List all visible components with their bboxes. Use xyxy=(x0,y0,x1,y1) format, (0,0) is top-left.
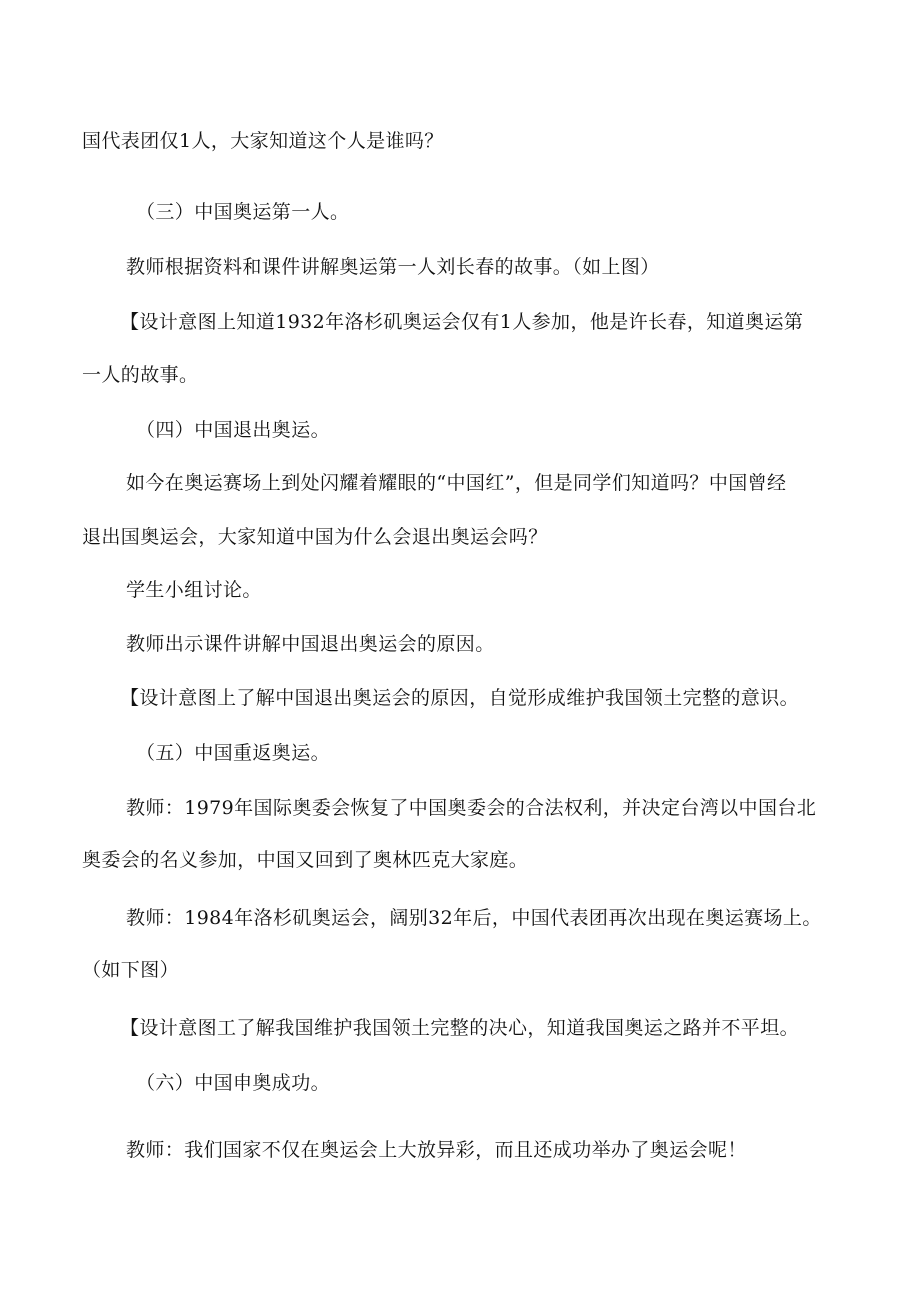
paragraph-line: 教师：1979年国际奥委会恢复了中国奥委会的合法权利，并决定台湾以中国台北 xyxy=(126,797,817,819)
paragraph-line: （如下图） xyxy=(82,959,180,981)
paragraph-line: 奥委会的名义参加，中国又回到了奥林匹克大家庭。 xyxy=(82,849,529,871)
section-heading: （四）中国退出奥运。 xyxy=(136,419,331,441)
section-heading: （六）中国申奥成功。 xyxy=(136,1072,331,1094)
design-intent-line: 【设计意图上了解中国退出奥运会的原因，自觉形成维护我国领土完整的意识。 xyxy=(120,687,800,709)
paragraph-line: 教师出示课件讲解中国退出奥运会的原因。 xyxy=(126,633,495,655)
paragraph-line: 退出国奥运会，大家知道中国为什么会退出奥运会吗？ xyxy=(82,526,548,548)
paragraph-line: 国代表团仅1人，大家知道这个人是谁吗？ xyxy=(82,130,444,152)
design-intent-line: 【设计意图上知道1932年洛杉矶奥运会仅有1人参加，他是许长春，知道奥运第 xyxy=(120,311,804,333)
paragraph-line: 教师根据资料和课件讲解奥运第一人刘长春的故事。（如上图） xyxy=(126,256,660,278)
paragraph-line: 教师：1984年洛杉矶奥运会，阔别32年后，中国代表团再次出现在奥运赛场上。 xyxy=(126,907,822,929)
paragraph-line: 学生小组讨论。 xyxy=(126,579,262,601)
paragraph-line: 教师：我们国家不仅在奥运会上大放异彩，而且还成功举办了奥运会呢！ xyxy=(126,1139,747,1161)
paragraph-line: 如今在奥运赛场上到处闪耀着耀眼的“中国红”，但是同学们知道吗？中国曾经 xyxy=(126,472,787,494)
design-intent-line: 【设计意图工了解我国维护我国领土完整的决心，知道我国奥运之路并不平坦。 xyxy=(120,1017,800,1039)
section-heading: （五）中国重返奥运。 xyxy=(136,742,331,764)
paragraph-line: 一人的故事。 xyxy=(82,364,199,386)
section-heading: （三）中国奥运第一人。 xyxy=(136,201,350,223)
